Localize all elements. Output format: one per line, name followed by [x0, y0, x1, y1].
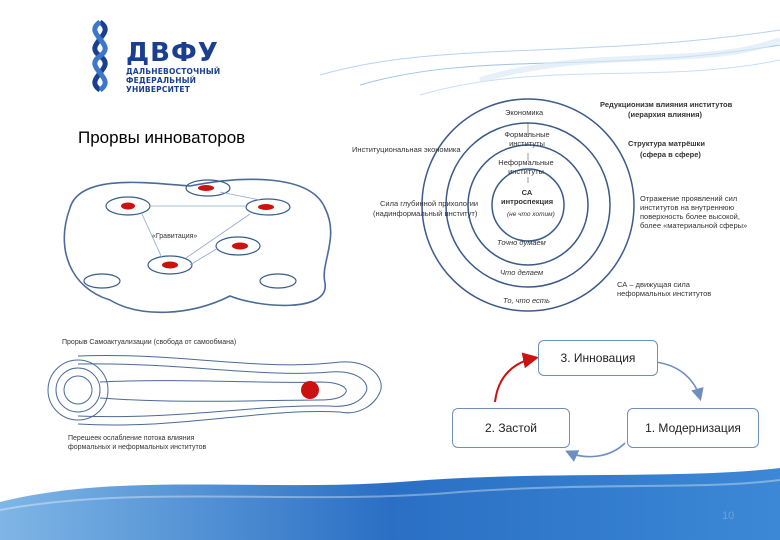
logo-subtitle-1: ДАЛЬНЕВОСТОЧНЫЙ [126, 67, 221, 76]
breakthrough-dot [301, 381, 319, 399]
ring-label-informal: Неформальные институты [498, 158, 554, 176]
logo-subtitle-3: УНИВЕРСИТЕТ [126, 85, 191, 94]
cell-7 [260, 274, 296, 288]
cycle-step-innovation: 3. Инновация [538, 340, 658, 376]
ring-label-formal: Формальные институты [504, 130, 550, 148]
ring-label-economy: Экономика [505, 108, 544, 117]
note-right-1: Отражение проявлений сил [640, 194, 738, 203]
inner-hint: (не что хотим) [507, 211, 555, 218]
isthmus-label-1: Перешеек ослабление потока влияния [68, 435, 195, 442]
footer-wave [0, 462, 780, 540]
self-actualization-flow-diagram [40, 352, 400, 436]
note-bottom-2: неформальных институтов [617, 289, 712, 298]
deep-layer-label-2: (надинформальный институт) [373, 209, 478, 218]
note-bottom-1: СА – движущая сила [617, 280, 690, 289]
note-right-3: поверхность более высокой, [640, 212, 740, 221]
right-sub-2: (сфера в сфере) [640, 150, 701, 159]
cycle-step-stagnation: 2. Застой [452, 408, 570, 448]
arrow-innovation-to-modernization [655, 362, 700, 398]
arrow-stagnation-to-innovation [495, 358, 535, 402]
deep-layer-label-1: Сила глубинной прихологии [380, 199, 479, 208]
innovators-blob-diagram [60, 168, 340, 318]
breakthrough-label: Прорыв Самоактуализации (свобода от самообмана) [62, 339, 237, 346]
right-title-1: Редукционизм влияния институтов [600, 100, 733, 109]
header-swoosh-decoration [300, 0, 780, 110]
ring-label-ca: СА интроспекция [501, 188, 554, 206]
note-right-2: институтов на внутреннюю [640, 203, 735, 212]
right-sub-1: (иерархия влияния) [628, 110, 703, 119]
level-is: То, что есть [503, 296, 550, 305]
slide-title: Прорвы инноваторов [78, 128, 246, 147]
level-think: Точно думаем [497, 238, 546, 247]
cycle-step-modernization: 1. Модернизация [627, 408, 759, 448]
page-number: 10 [722, 510, 735, 522]
isthmus-label-2: формальных и неформальных институтов [68, 444, 207, 451]
right-title-2: Структура матрёшки [628, 139, 705, 148]
arrow-modernization-to-stagnation [568, 443, 625, 457]
logo-name: ДВФУ [126, 38, 219, 68]
note-right-4: более «материальной сферы» [640, 221, 748, 230]
dvfu-logo-icon [78, 20, 123, 92]
institutional-economy-label: Институциональная экономика [352, 145, 461, 154]
logo-subtitle-2: ФЕДЕРАЛЬНЫЙ [126, 76, 197, 85]
gravitation-label: «Гравитация» [152, 233, 198, 240]
cell-6 [84, 274, 120, 288]
level-do: Что делаем [500, 268, 544, 277]
